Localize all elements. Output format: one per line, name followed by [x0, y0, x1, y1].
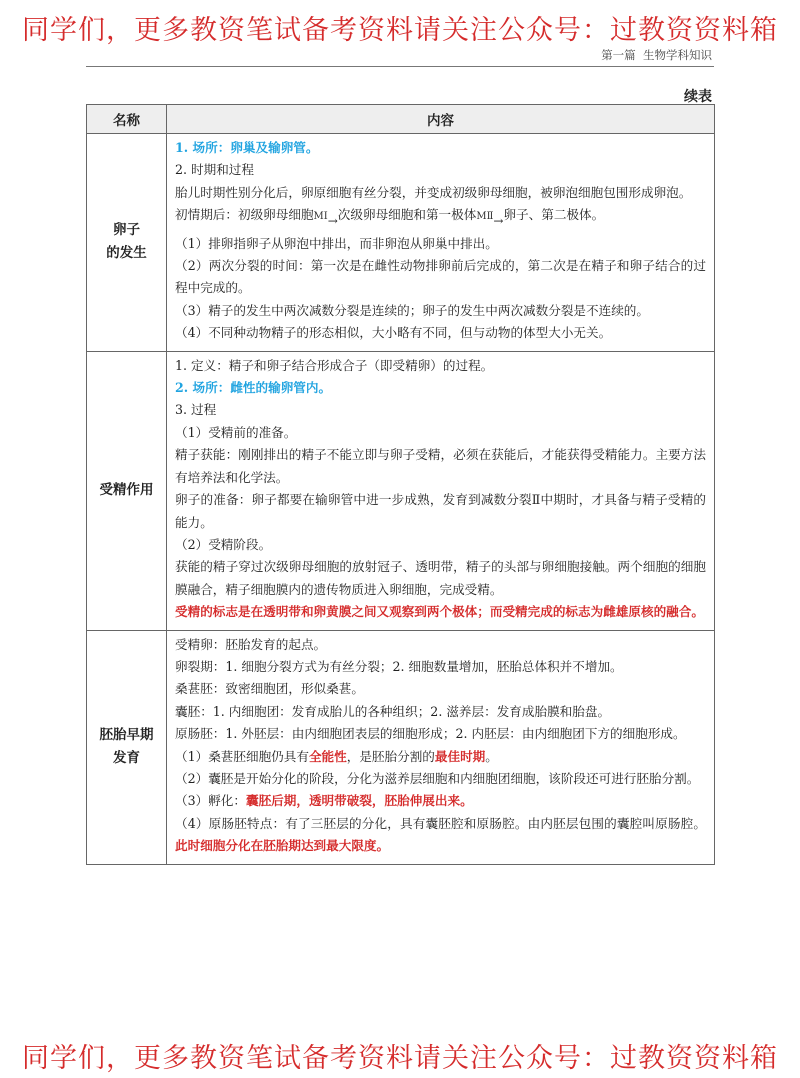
row-name-line: 受精作用 [99, 482, 154, 499]
content-line: 胎儿时期性别分化后，卵原细胞有丝分裂，并变成初级卵母细胞，被卵泡细胞包围形成卵泡。 [175, 184, 692, 200]
content-line [175, 790, 706, 812]
row-content-cell [167, 351, 715, 630]
row-name-cell [87, 134, 167, 352]
row-name-line: 胚胎早期 [99, 727, 154, 744]
highlight-segment: 最佳时期 [434, 748, 486, 764]
text-segment: ，是胚胎分割的 [346, 748, 435, 764]
content-line: 桑葚胚：致密细胞团，形似桑葚。 [175, 681, 364, 697]
content-line: 卵裂期：1. 细胞分裂方式为有丝分裂；2. 细胞数量增加，胚胎总体积并不增加。 [175, 658, 623, 674]
content-line: （2）受精阶段。 [175, 536, 272, 552]
row-content-cell [167, 630, 715, 864]
content-line: 3. 过程 [175, 402, 217, 418]
content-line [175, 813, 706, 858]
content-line: 原肠胚：1. 外胚层：由内细胞团表层的细胞形成；2. 内胚层：由内细胞团下方的细胞形成。 [175, 726, 686, 742]
row-name-line: 卵子 [113, 222, 140, 239]
highlight-segment: 囊胚后期，透明带破裂，胚胎伸展出来。 [245, 793, 473, 809]
text-segment: 次级卵母细胞和第一极体 [337, 207, 477, 223]
highlight-segment: 全能性 [308, 748, 347, 764]
header-content: 内容 [167, 105, 715, 134]
row-name-line: 发育 [113, 750, 140, 767]
content-line: （2）两次分裂的时间：第一次是在雌性动物排卵前后完成的，第二次是在精子和卵子结合的过程中完成的。 [175, 258, 706, 296]
content-line [175, 746, 706, 768]
content-line: （1）受精前的准备。 [175, 424, 297, 440]
content-line [175, 204, 706, 232]
content-line: 卵子的准备：卵子都要在输卵管中进一步成熟，发育到减数分裂Ⅱ中期时，才具备与精子受精的能力。 [175, 492, 706, 530]
content-line: 2. 场所：雌性的输卵管内。 [175, 380, 332, 396]
content-line: 受精的标志是在透明带和卵黄膜之间又观察到两个极体；而受精完成的标志为雌雄原核的融合。 [175, 604, 704, 620]
arrow-label: MⅡ [476, 211, 494, 223]
highlight-segment: 此时细胞分化在胚胎期达到最大限度。 [175, 838, 390, 854]
content-line: 1. 场所：卵巢及输卵管。 [175, 140, 319, 155]
text-segment: 卵子、第二极体。 [503, 207, 605, 223]
arrow-label: MⅠ [313, 211, 328, 223]
content-line: 囊胚：1. 内细胞团：发育成胎儿的各种组织；2. 滋养层：发育成胎膜和胎盘。 [175, 703, 611, 719]
promo-banner-top: 同学们，更多教资笔试备考资料请关注公众号：过教资资料箱 [22, 15, 778, 46]
text-segment: （1）桑葚胚细胞仍具有 [175, 748, 309, 764]
header-rule [86, 66, 714, 67]
table-row-early-embryo [87, 630, 715, 864]
content-line: 获能的精子穿过次级卵母细胞的放射冠子、透明带，精子的头部与卵细胞接触。两个细胞的细胞膜融合，精子细胞膜内的遗传物质进入卵细胞，完成受精。 [175, 559, 706, 597]
running-head [601, 47, 712, 63]
content-line: （3）精子的发生中两次减数分裂是连续的；卵子的发生中两次减数分裂是不连续的。 [175, 302, 649, 318]
arrow-annotation: $^{MⅡ}$→ [476, 211, 504, 229]
subject-label: 生物学科知识 [643, 48, 712, 62]
chapter-label: 第一篇 [601, 48, 636, 62]
text-segment: （3）孵化： [175, 793, 246, 809]
arrow-annotation: $^{MⅠ}$→ [313, 211, 338, 229]
text-segment: （4）原肠胚特点：有了三胚层的分化，具有囊胚腔和原肠腔。由内胚层包围的囊腔叫原肠腔。 [175, 815, 706, 831]
header-name: 名称 [87, 105, 167, 134]
text-segment: 。 [485, 748, 498, 764]
content-line: （4）不同种动物精子的形态相似，大小略有不同，但与动物的体型大小无关。 [175, 325, 612, 341]
table-header-row [87, 105, 715, 134]
row-content-cell [167, 134, 715, 352]
promo-banner-bottom: 同学们，更多教资笔试备考资料请关注公众号：过教资资料箱 [22, 1043, 778, 1074]
text-segment: 初情期后：初级卵母细胞 [175, 207, 314, 223]
continued-label: 续表 [684, 89, 712, 105]
content-line: 1. 定义：精子和卵子结合形成合子（即受精卵）的过程。 [175, 357, 494, 373]
row-name-cell [87, 630, 167, 864]
content-line: （2）囊胚是开始分化的阶段，分化为滋养层细胞和内细胞团细胞，该阶段还可进行胚胎分割。 [175, 770, 700, 786]
content-line: 2. 时期和过程 [175, 162, 254, 178]
row-name-cell [87, 351, 167, 630]
table-row-egg-formation [87, 134, 715, 352]
content-line: 受精卵：胚胎发育的起点。 [175, 636, 327, 652]
content-line: 精子获能：刚刚排出的精子不能立即与卵子受精，必须在获能后，才能获得受精能力。主要方法有培养法和化学法。 [175, 447, 706, 485]
row-name-line: 的发生 [106, 245, 147, 262]
content-line: （1）排卵指卵子从卵泡中排出，而非卵泡从卵巢中排出。 [175, 235, 498, 251]
knowledge-table [86, 104, 715, 865]
table-row-fertilization [87, 351, 715, 630]
